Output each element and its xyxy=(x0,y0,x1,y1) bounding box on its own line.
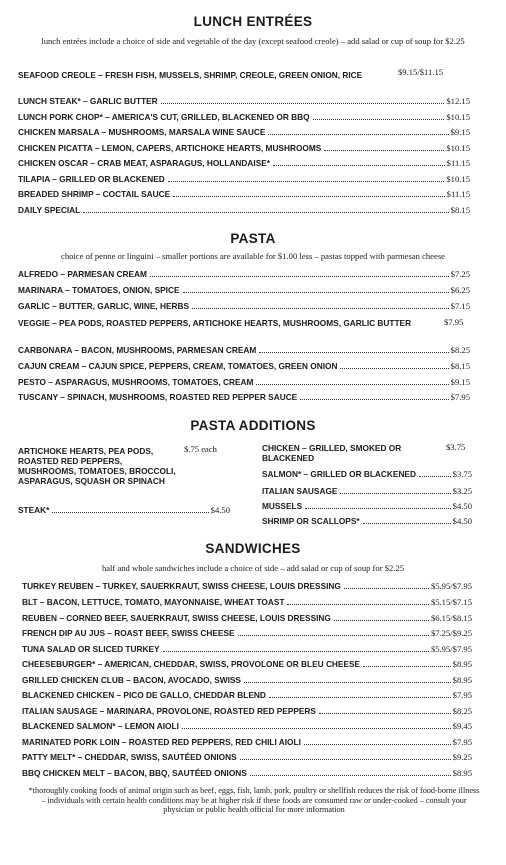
dot-leader xyxy=(173,196,445,197)
dot-leader xyxy=(268,134,448,135)
addition-chicken-price xyxy=(446,442,465,452)
dot-leader xyxy=(287,604,429,605)
item-price: $8.95 xyxy=(452,659,472,669)
menu-item xyxy=(22,721,472,731)
lunch-note: lunch entrées include a choice of side and vegetable of the day (except seafood creole) – add salad or cup of soup for $2.25 xyxy=(41,36,465,46)
menu-item xyxy=(22,675,472,685)
dot-leader xyxy=(363,666,451,667)
item-price: $8.15 xyxy=(450,361,470,371)
additions-title: PASTA ADDITIONS xyxy=(190,418,316,433)
item-price: $6.15/$8.15 xyxy=(430,613,472,623)
dot-leader xyxy=(324,150,444,151)
item-name: ITALIAN SAUSAGE – MARINARA, PROVOLONE, ROASTED RED PEPPERS xyxy=(22,706,316,716)
item-price: $3.75 xyxy=(452,469,472,479)
item-name: CARBONARA – BACON, MUSHROOMS, PARMESAN CREAM xyxy=(18,345,257,355)
dot-leader xyxy=(319,713,451,714)
menu-item xyxy=(18,158,470,168)
item-name: CHICKEN PICATTA – LEMON, CAPERS, ARTICHOKE HEARTS, MUSHROOMS xyxy=(18,143,322,153)
pasta-note: choice of penne or linguini – smaller portions are available for $1.00 less – pastas topped with parmesan cheese xyxy=(61,251,445,261)
sandwiches-title: SANDWICHES xyxy=(205,541,301,556)
menu-item xyxy=(22,581,472,591)
item-name: DAILY SPECIAL xyxy=(18,205,81,215)
menu-item xyxy=(22,659,472,669)
dot-leader xyxy=(340,493,450,494)
dot-leader xyxy=(273,165,445,166)
menu-item xyxy=(18,301,470,311)
item-price: $9.25 xyxy=(452,752,472,762)
item-name: TILAPIA – GRILLED OR BLACKENED xyxy=(18,174,165,184)
item-name: MUSSELS xyxy=(262,501,303,511)
item-price: $3.75 xyxy=(446,442,466,452)
item-price: $5.95/$7.95 xyxy=(430,644,472,654)
item-name: PESTO – ASPARAGUS, MUSHROOMS, TOMATOES, CREAM xyxy=(18,377,254,387)
menu-item xyxy=(18,143,470,153)
dot-leader xyxy=(363,523,451,524)
dot-leader xyxy=(344,588,429,589)
item-name: STEAK* xyxy=(18,505,50,515)
item-price: $9.15 xyxy=(450,377,470,387)
item-name: MARINATED PORK LOIN – ROASTED RED PEPPERS, RED CHILI AIOLI xyxy=(22,737,301,747)
item-name: TURKEY REUBEN – TURKEY, SAUERKRAUT, SWISS CHEESE, LOUIS DRESSING xyxy=(22,581,341,591)
dot-leader xyxy=(168,181,445,182)
item-name: BLACKENED CHICKEN – PICO DE GALLO, CHEDDAR BLEND xyxy=(22,690,266,700)
item-price: $7.25 xyxy=(450,269,470,279)
item-name: BLT – BACON, LETTUCE, TOMATO, MAYONNAISE, WHEAT TOAST xyxy=(22,597,285,607)
dot-leader xyxy=(259,352,448,353)
menu-item xyxy=(18,96,470,106)
menu-item-veggie xyxy=(18,318,433,328)
dot-leader xyxy=(238,635,429,636)
menu-item xyxy=(18,392,470,402)
dot-leader xyxy=(150,276,449,277)
menu-item xyxy=(22,752,472,762)
item-name: ITALIAN SAUSAGE xyxy=(262,486,338,496)
item-price: $11.15 xyxy=(446,158,470,168)
menu-item xyxy=(18,269,470,279)
item-name: CHICKEN OSCAR – CRAB MEAT, ASPARAGUS, HOLLANDAISE* xyxy=(18,158,270,168)
item-price: $4.50 xyxy=(452,501,472,511)
menu-item xyxy=(18,174,470,184)
item-name: FRENCH DIP AU JUS – ROAST BEEF, SWISS CHEESE xyxy=(22,628,235,638)
item-price: $5.15/$7.15 xyxy=(430,597,472,607)
addition-item xyxy=(262,469,472,479)
item-name: GRILLED CHICKEN CLUB – BACON, AVOCADO, SWISS xyxy=(22,675,241,685)
addition-chicken xyxy=(262,443,432,463)
health-footnote: *thoroughly cooking foods of animal origin such as beef, eggs, fish, lamb, pork, poultry or shellfish reduces the risk of food-borne illness – individuals with certain health conditions may be at higher risk if these foods are consumed raw or under-cooked – consult your physician or public health official for more information xyxy=(28,786,480,814)
dot-leader xyxy=(305,508,451,509)
item-name: SHRIMP OR SCALLOPS* xyxy=(262,516,360,526)
sandwiches-note: half and whole sandwiches include a choice of side – add salad or cup of soup for $2.25 xyxy=(101,563,405,573)
item-name: TUNA SALAD OR SLICED TURKEY xyxy=(22,644,160,654)
item-name: TUSCANY – SPINACH, MUSHROOMS, ROASTED RED PEPPER SAUCE xyxy=(18,392,298,402)
item-name: CHICKEN – GRILLED, SMOKED OR BLACKENED xyxy=(262,443,402,463)
menu-item xyxy=(18,345,470,355)
item-name: REUBEN – CORNED BEEF, SAUERKRAUT, SWISS CHEESE, LOUIS DRESSING xyxy=(22,613,331,623)
menu-item xyxy=(22,706,472,716)
menu-item xyxy=(22,628,472,638)
item-name: BBQ CHICKEN MELT – BACON, BBQ, SAUTÉED ONIONS xyxy=(22,768,247,778)
dot-leader xyxy=(83,212,448,213)
lunch-title: LUNCH ENTRÉES xyxy=(193,14,313,29)
menu-item xyxy=(18,127,470,137)
item-price: $8.25 xyxy=(450,345,470,355)
item-price: $4.50 xyxy=(452,516,472,526)
addition-vegetables-price xyxy=(184,444,217,454)
menu-item xyxy=(18,285,470,295)
dot-leader xyxy=(300,399,448,400)
menu-item xyxy=(22,690,472,700)
dot-leader xyxy=(52,512,208,513)
item-price: $.75 each xyxy=(184,444,217,454)
item-name: SEAFOOD CREOLE – FRESH FISH, MUSSELS, SHRIMP, CREOLE, GREEN ONION, RICE xyxy=(18,70,363,80)
dot-leader xyxy=(183,292,449,293)
item-name: LUNCH STEAK* – GARLIC BUTTER xyxy=(18,96,158,106)
item-price: $8.25 xyxy=(452,706,472,716)
addition-item xyxy=(18,505,230,515)
dot-leader xyxy=(304,744,451,745)
menu-item xyxy=(18,205,470,215)
item-price: $5.95/$7.95 xyxy=(430,581,472,591)
addition-item xyxy=(262,486,472,496)
menu-item xyxy=(22,737,472,747)
item-name: MARINARA – TOMATOES, ONION, SPICE xyxy=(18,285,180,295)
item-price: $9.45 xyxy=(452,721,472,731)
dot-leader xyxy=(161,103,445,104)
item-price: $7.95 xyxy=(450,392,470,402)
item-price: $11.15 xyxy=(446,189,470,199)
dot-leader xyxy=(244,682,451,683)
item-price: $8.95 xyxy=(452,768,472,778)
item-name: CHICKEN MARSALA – MUSHROOMS, MARSALA WINE SAUCE xyxy=(18,127,266,137)
addition-item xyxy=(262,516,472,526)
item-price: $12.15 xyxy=(446,96,470,106)
item-name: LUNCH PORK CHOP* – AMERICA'S CUT, GRILLED, BLACKENED OR BBQ xyxy=(18,112,310,122)
menu-item xyxy=(22,644,472,654)
item-name: SALMON* – GRILLED OR BLACKENED xyxy=(262,469,416,479)
dot-leader xyxy=(250,775,451,776)
item-name: CAJUN CREAM – CAJUN SPICE, PEPPERS, CREAM, TOMATOES, GREEN ONION xyxy=(18,361,338,371)
item-price: $3.25 xyxy=(452,486,472,496)
dot-leader xyxy=(419,476,451,477)
menu-item xyxy=(22,613,472,623)
pasta-title: PASTA xyxy=(230,231,276,246)
menu-item xyxy=(18,377,470,387)
dot-leader xyxy=(334,620,429,621)
item-price: $9.15/$11.15 xyxy=(398,67,444,77)
dot-leader xyxy=(313,119,445,120)
item-price: $6.25 xyxy=(450,285,470,295)
item-name: VEGGIE – PEA PODS, ROASTED PEPPERS, ARTICHOKE HEARTS, MUSHROOMS, GARLIC BUTTER xyxy=(18,318,412,328)
menu-item xyxy=(18,361,470,371)
item-name: ALFREDO – PARMESAN CREAM xyxy=(18,269,147,279)
item-name: GARLIC – BUTTER, GARLIC, WINE, HERBS xyxy=(18,301,190,311)
addition-item xyxy=(262,501,472,511)
dot-leader xyxy=(163,651,429,652)
item-price: $10.15 xyxy=(446,174,470,184)
item-price: $8.95 xyxy=(452,675,472,685)
dot-leader xyxy=(182,728,451,729)
item-name: CHEESEBURGER* – AMERICAN, CHEDDAR, SWISS, PROVOLONE OR BLEU CHEESE xyxy=(22,659,361,669)
addition-vegetables xyxy=(18,446,178,486)
dot-leader xyxy=(256,384,448,385)
item-price: $9.15 xyxy=(450,127,470,137)
item-price: $7.25/$9.25 xyxy=(430,628,472,638)
item-name: BLACKENED SALMON* – LEMON AIOLI xyxy=(22,721,179,731)
menu-item xyxy=(18,112,470,122)
dot-leader xyxy=(240,759,451,760)
item-name: PATTY MELT* – CHEDDAR, SWISS, SAUTÉED ONIONS xyxy=(22,752,237,762)
menu-item xyxy=(18,189,470,199)
item-price: $7.95 xyxy=(452,690,472,700)
menu-item xyxy=(22,597,472,607)
item-price: $7.15 xyxy=(450,301,470,311)
price-veggie xyxy=(444,317,463,327)
item-price: $10.15 xyxy=(446,143,470,153)
price-seafood-creole xyxy=(398,67,443,77)
dot-leader xyxy=(340,368,448,369)
item-price: $4.50 xyxy=(210,505,230,515)
item-price: $7.95 xyxy=(452,737,472,747)
item-price: $10.15 xyxy=(446,112,470,122)
item-name: BREADED SHRIMP – COCTAIL SAUCE xyxy=(18,189,171,199)
dot-leader xyxy=(192,308,449,309)
item-name: ARTICHOKE HEARTS, PEA PODS, ROASTED RED PEPPERS, MUSHROOMS, TOMATOES, BROCCOLI, ASPARAGUS, SQUASH OR SPINACH xyxy=(18,446,176,486)
menu-item xyxy=(22,768,472,778)
dot-leader xyxy=(269,697,451,698)
item-price: $7.95 xyxy=(444,317,464,327)
item-price: $8.15 xyxy=(450,205,470,215)
